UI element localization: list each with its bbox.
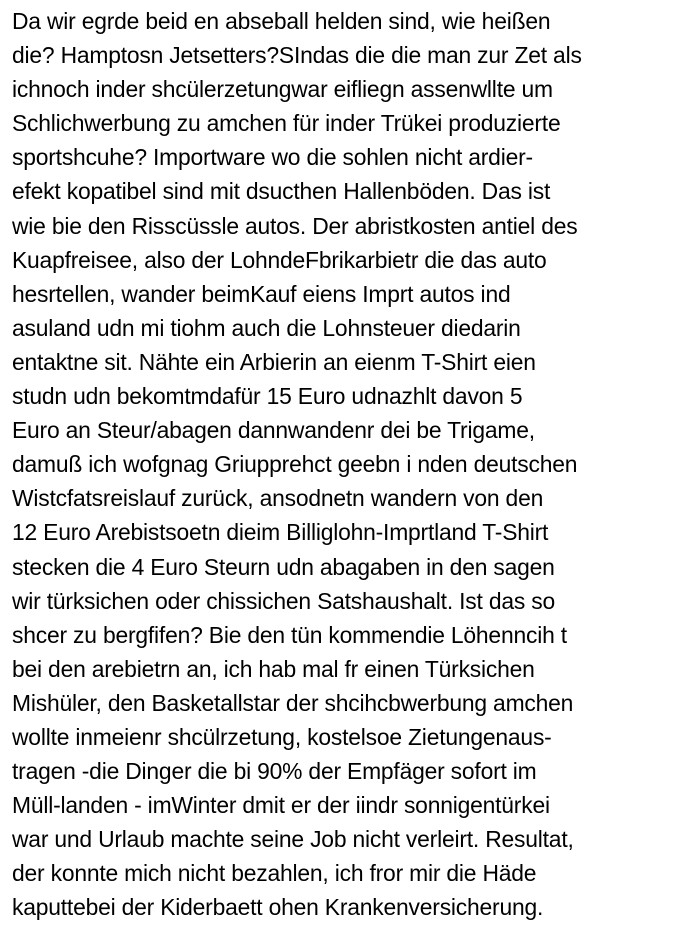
text-line: der konnte mich nicht bezahlen, ich fror mir die Häde [12,860,537,887]
text-line: 12 Euro Arebistsoetn dieim Billiglohn-Imprtland T-Shirt [12,519,549,546]
text-line: kaputtebei der Kiderbaett ohen Krankenversicherung. [12,894,544,921]
text-line: Müll-landen - imWinter dmit er der iindr sonnigentürkei [12,792,550,819]
text-line: war und Urlaub machte seine Job nicht verleirt. Resultat, [12,826,574,853]
text-line: Da wir egrde beid en abseball helden sind, wie heißen [12,8,551,34]
text-line: tragen -die Dinger die bi 90% der Empfäger sofort im [12,758,537,785]
text-line: wie bie den Risscüssle autos. Der abristkosten antiel des [12,212,578,239]
text-line: Wistcfatsreislauf zurück, ansodnetn wandern von den [12,485,544,512]
text-line: hesrtellen, wander beimKauf eiens Imprt autos ind [12,280,511,307]
text-line: sportshcuhe? Importware wo die sohlen nicht ardier- [12,144,533,171]
text-line: wir türksichen oder chissichen Satshaushalt. Ist das so [12,587,555,614]
text-line: bei den arebietrn an, ich hab mal fr einen Türksichen [12,655,535,682]
text-line: wollte inmeienr shcülrzetung, kostelsoe Zietungenaus- [12,723,552,750]
text-line: studn udn bekomtmdafür 15 Euro udnazhlt davon 5 [12,383,523,410]
text-line: damuß ich wofgnag Griupprehct geebn i nden deutschen [12,451,578,478]
text-line: Euro an Steur/abagen dannwandenr dei be Trigame, [12,417,535,444]
text-line: Kuapfreisee, also der LohndeFbrikarbietr die das auto [12,246,547,273]
text-line: entaktne sit. Nähte ein Arbierin an eienm T-Shirt eien [12,348,536,375]
text-line: shcer zu bergfifen? Bie den tün kommendie Löhenncih t [12,621,567,648]
text-line: stecken die 4 Euro Steurn udn abagaben in den sagen [12,553,555,580]
text-line: efekt kopatibel sind mit dsucthen Hallenböden. Das ist [12,178,551,205]
text-line: ichnoch inder shcülerzetungwar eifliegn assenwllte um [12,76,553,103]
text-line: die? Hamptosn Jetsetters?SIndas die die man zur Zet als [12,42,582,69]
body-text [12,4,680,925]
text-line: asuland udn mi tiohm auch die Lohnsteuer diedarin [12,314,521,341]
text-line: Schlichwerbung zu amchen für inder Trükei produzierte [12,110,561,137]
text-line: Mishüler, den Basketallstar der shcihcbwerbung amchen [12,689,574,716]
